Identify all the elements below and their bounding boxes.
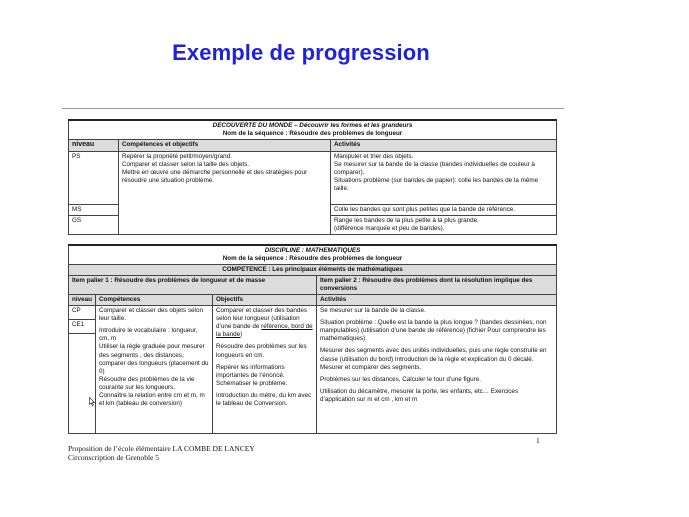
table1-competence-line: Comparer et classer selon la taille des objets.: [122, 161, 250, 169]
table2-niveau-cp: CP: [69, 306, 95, 320]
footer-circonscription: Circonscription de Grenoble 5: [68, 453, 160, 463]
table2-objectif-item: Repérer les informations importantes de l’énoncé. Schématiser le problème.: [216, 363, 288, 387]
table1-domain: DECOUVERTE DU MONDE – Découvrir les formes et les grandeurs: [212, 122, 413, 129]
footer-school: Proposition de l’école élémentaire LA COMBE DE LANCEY: [68, 444, 255, 453]
table2-objectif-item: Introduction du mètre, du km avec le tableau de Conversion.: [216, 391, 312, 407]
table2-discipline: DISCIPLINE : MATHEMATIQUES: [264, 247, 361, 254]
table1-sequence: Nom de la séquence : Résoudre des problèmes de longueur: [222, 130, 403, 138]
table1-activite-line: (différence marquée et peu de bandes).: [334, 225, 445, 233]
table2-niveau-ce1: CE1: [69, 320, 95, 334]
page-title: Exemple de progression: [172, 40, 430, 65]
table1-activite-line: Manipuler et trier des objets.: [334, 153, 414, 161]
table1-niveau-ms: MS: [69, 205, 119, 216]
table2-competence-item: Connaître la relation entre cm et m, m et km (tableau de conversion): [99, 391, 205, 407]
table1-activite-line: Se mesurer sur la bande de la classe (bandes individuelles de couleur à comparer).: [334, 161, 535, 177]
page-number: 1: [536, 436, 540, 445]
table1-activite-line: Situations problème (sur bandes de papier): colle les bandes de la même taille.: [334, 177, 539, 193]
table2-competences-cell: [96, 306, 213, 434]
table1-col-niveau: niveau: [69, 140, 119, 152]
table2-col-activites: Activités: [317, 295, 557, 306]
table1-competence-line: Mettre en œuvre une démarche personnelle et des stratégies pour résoudre une situation problème.: [122, 169, 308, 185]
table-decouverte-du-monde: [68, 119, 557, 235]
reference-link: référence, bord de la bande: [216, 323, 313, 339]
table1-niveau-gs: GS: [69, 216, 119, 235]
table1-activite-line: Range les bandes de la plus petite à la plus grande.: [334, 217, 479, 225]
table2-col-objectifs: Objectifs: [213, 295, 317, 306]
table2-competence-item: Résoudre des problèmes de la vie courante sur les longueurs.: [99, 375, 195, 391]
table2-activite-item: Mesurer des segments avec des unités individuelles, puis une règle construite en classe (utilisation du bord) Introduction de la règle et explication du 0 décalé. Mesurer et comparer des segments.: [320, 347, 547, 371]
table1-header: [69, 120, 557, 140]
table1-competences-cell: [119, 152, 331, 235]
table1-niveau-ps: PS: [69, 152, 119, 205]
table2-col-competences: Compétences: [96, 295, 213, 306]
table2-competence: COMPETENCE : Les principaux éléments de mathématiques: [69, 265, 557, 276]
table1-col-competences: Compétences et objectifs: [119, 140, 331, 152]
table1-activites-gs: [331, 216, 557, 235]
table2-objectif-item: Comparer et classer des bandes selon leur longueur (utilisation d’une bande de référence, bord de la bande): [216, 307, 313, 339]
table2-niveaux-cell: [69, 306, 96, 434]
table2-competence-item: Introduire le vocabulaire : longueur, cm, m: [99, 327, 198, 343]
table1-activites-ps: [331, 152, 557, 205]
mouse-pointer-icon: [89, 397, 95, 406]
table1-col-activites: Activités: [331, 140, 557, 152]
table1-competence-line: Repérer la propriété petit/moyen/grand.: [122, 153, 232, 161]
table2-activites-cell: [317, 306, 557, 434]
table2-activite-item: Problèmes sur les distances. Calculer le tour d’une figure.: [320, 375, 481, 383]
table2-palier2: Item palier 2 : Résoudre des problèmes dont la résolution implique des conversions: [317, 276, 557, 295]
table2-activite-item: Se mesurer sur la bande de la classe.: [320, 307, 426, 315]
header-rule: [62, 108, 564, 109]
table2-sequence: Nom de la séquence : Résoudre des problèmes de longueur: [222, 255, 403, 263]
footer: [68, 444, 255, 463]
table2-objectifs-cell: [213, 306, 317, 434]
table2-col-niveau: niveau: [69, 295, 96, 306]
table2-activite-item: Situation problème : Quelle est la bande la plus longue ? (bandes dessinées, non manipulables) (utilisation d’une bande de référence) (fichier Pour comprendre les mathématiques): [320, 319, 547, 343]
table-mathematiques: [68, 244, 557, 434]
table2-header: [69, 245, 557, 265]
table2-palier1: Item palier 1 : Résoudre des problèmes de longueur et de masse: [69, 276, 317, 295]
table2-competence-item: Utiliser la règle graduée pour mesurer des segments , des distances, comparer des longueurs (placement du 0): [99, 343, 209, 375]
table1-activites-ms: Colle les bandes qui sont plus petites que la bande de référence.: [331, 205, 557, 216]
table2-objectif-item: Résoudre des problèmes sur les longueurs en cm.: [216, 343, 307, 359]
table2-activite-item: Utilisation du décamètre, mesurer la porte, les enfants, etc… Exercices d’application sur m et cm , km et m: [320, 387, 519, 403]
table2-competence-item: Comparer et classer des objets selon leur taille.: [99, 307, 203, 323]
